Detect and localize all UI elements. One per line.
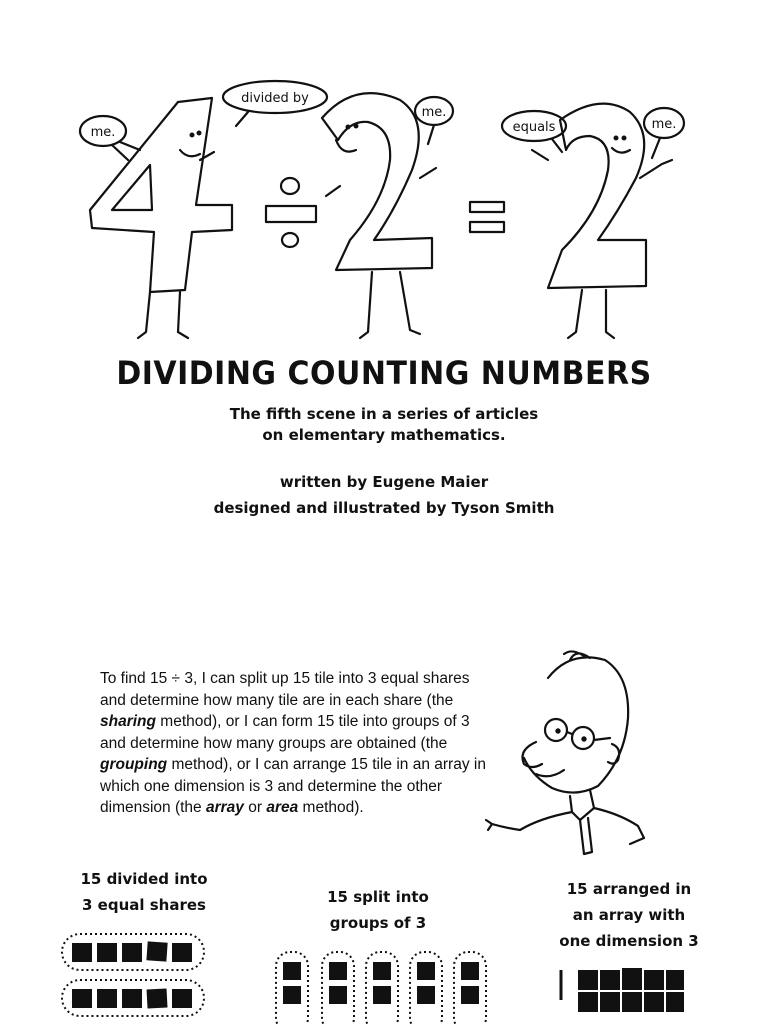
body-text-part-2: method), or I can form 15 tile into groups of 3 and determine how many groups are obtained (the [100,713,470,752]
tile [578,992,598,1012]
caption-array-line-3: one dimension 3 [559,932,699,950]
term-grouping: grouping [100,756,168,773]
designer-credit: designed and illustrated by Tyson Smith [213,499,555,517]
tile [461,962,479,980]
professor-illustration [480,648,650,860]
tile [329,962,347,980]
caption-groups-line-1: 15 split into [327,888,429,906]
credits [134,469,634,521]
subtitle-line-1: The fifth scene in a series of articles [229,405,539,423]
page-title: DIVIDING COUNTING NUMBERS [116,354,652,393]
tile [666,992,684,1012]
tile [666,970,684,990]
body-paragraph [100,668,488,819]
tile [622,968,642,990]
term-array: array [205,799,244,816]
caption-array-line-1: 15 arranged in [566,880,692,898]
bubble-text-me-middle: me. [421,105,447,120]
caption-array-line-2: an array with [572,906,686,924]
caption-groups-line-2: groups of 3 [329,914,427,932]
array-diagram [561,968,684,1012]
grouping-diagram [276,952,486,1024]
author-credit: written by Eugene Maier [279,473,489,491]
tile [644,992,664,1012]
tile [417,986,435,1004]
bubble-text-divided-by: divided by [241,91,309,106]
bubble-text-me-right: me. [651,117,677,132]
numeral-two-middle-character [322,93,436,338]
bubble-text-me-left: me. [90,125,116,140]
tile [97,943,117,962]
division-sign [266,178,316,247]
body-text-part-4: method). [298,799,364,816]
body-text-part-3: method), or I can arrange 15 tile in an array in which one dimension is 3 and determine the other dimension (the [100,756,486,816]
tile [644,970,664,990]
tile [329,986,347,1004]
bubble-text-equals: equals [512,120,556,135]
tile [147,988,168,1008]
tile [578,970,598,990]
tile [122,989,142,1008]
tile [97,989,117,1008]
tile [373,962,391,980]
tile [172,943,192,962]
tile [283,986,301,1004]
tile [283,962,301,980]
subtitle-line-2: on elementary mathematics. [262,426,506,444]
tile [373,986,391,1004]
tile [146,941,167,961]
tile [172,989,192,1008]
equals-sign [470,202,504,232]
term-sharing: sharing [100,713,156,730]
sharing-diagram [62,934,204,1016]
body-text-part-1: To find 15 ÷ 3, I can split up 15 tile into 3 equal shares and determine how many tile are in each share (the [100,670,470,709]
tile [417,962,435,980]
tile [600,970,620,990]
subtitle [184,404,584,446]
caption-shares-line-1: 15 divided into [80,870,208,888]
tile [72,943,92,962]
tile [72,989,92,1008]
equation-illustration [0,0,768,350]
tile [600,992,620,1012]
tile [622,992,642,1012]
speech-bubble-me-right [644,108,684,158]
tile [122,943,142,962]
tile-diagrams [0,928,768,1024]
body-text-or: or [243,799,267,816]
caption-shares-line-2: 3 equal shares [82,896,206,914]
term-area: area [266,799,299,816]
tile [461,986,479,1004]
caption-shares [58,866,230,918]
